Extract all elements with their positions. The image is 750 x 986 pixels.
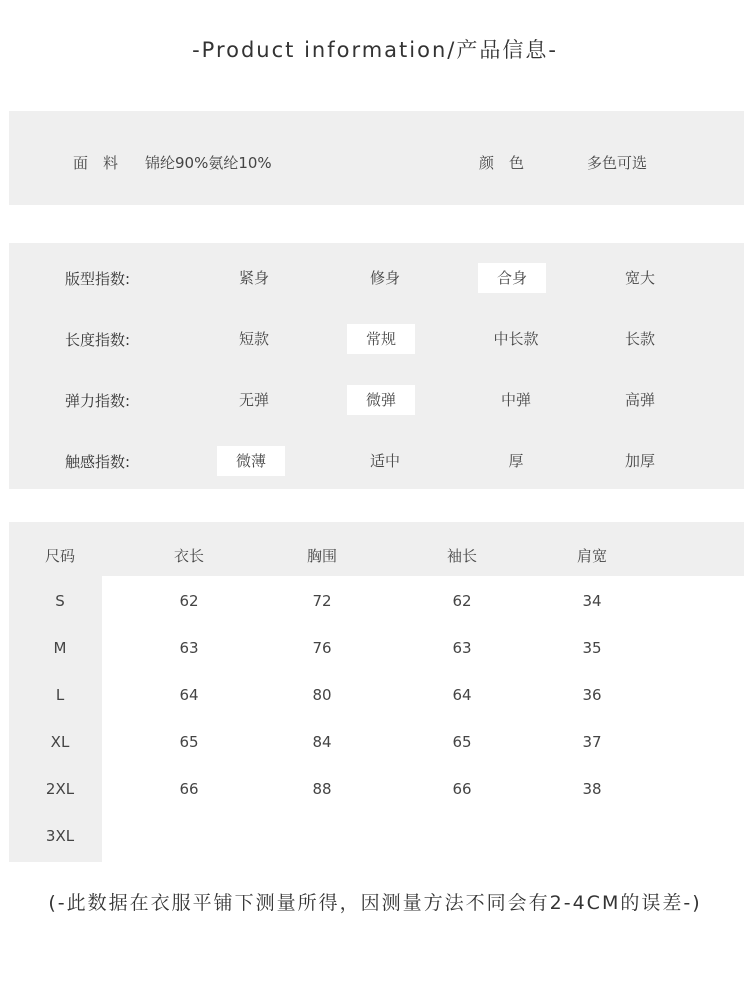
index-label-stretch: 弹力指数: xyxy=(65,392,131,410)
index-option-selected: 常规 xyxy=(347,324,415,354)
size-table-header xyxy=(9,522,744,576)
table-cell: 62 xyxy=(179,592,199,610)
table-cell: 36 xyxy=(582,686,602,704)
index-option: 长款 xyxy=(624,330,655,348)
size-cell: 2XL xyxy=(45,780,75,798)
index-option: 高弹 xyxy=(624,391,655,409)
index-option: 宽大 xyxy=(624,269,655,287)
header-cell-chest: 胸围 xyxy=(306,547,337,565)
size-column-band xyxy=(9,576,102,862)
index-option-selected: 微薄 xyxy=(217,446,285,476)
index-option: 适中 xyxy=(369,452,400,470)
header-cell-length: 衣长 xyxy=(173,547,204,565)
table-cell: 66 xyxy=(179,780,199,798)
fit-index-band xyxy=(9,243,744,489)
index-option: 中长款 xyxy=(493,330,539,348)
index-option-selected: 微弹 xyxy=(347,385,415,415)
index-option: 无弹 xyxy=(238,391,269,409)
table-cell: 63 xyxy=(179,639,199,657)
material-label: 面 料 xyxy=(73,154,119,172)
header-cell-sleeve: 袖长 xyxy=(446,547,477,565)
index-label-length: 长度指数: xyxy=(65,331,131,349)
table-cell: 38 xyxy=(582,780,602,798)
table-cell: 80 xyxy=(312,686,332,704)
size-cell: XL xyxy=(50,733,70,751)
table-cell: 62 xyxy=(452,592,472,610)
table-cell: 65 xyxy=(452,733,472,751)
table-cell: 72 xyxy=(312,592,332,610)
measurement-note: (-此数据在衣服平铺下测量所得，因测量方法不同会有2-4CM的误差-) xyxy=(48,892,702,914)
table-cell: 65 xyxy=(179,733,199,751)
page-title: -Product information/产品信息- xyxy=(192,38,558,62)
color-value: 多色可选 xyxy=(587,154,648,172)
material-band xyxy=(9,111,744,205)
table-cell: 66 xyxy=(452,780,472,798)
index-option: 厚 xyxy=(508,452,524,470)
table-cell: 34 xyxy=(582,592,602,610)
table-cell: 35 xyxy=(582,639,602,657)
table-cell: 84 xyxy=(312,733,332,751)
table-cell: 76 xyxy=(312,639,332,657)
index-option: 修身 xyxy=(369,269,400,287)
index-label-touch: 触感指数: xyxy=(65,453,131,471)
index-option: 紧身 xyxy=(238,269,269,287)
index-option: 加厚 xyxy=(624,452,655,470)
index-label-fit: 版型指数: xyxy=(65,270,131,288)
size-cell: L xyxy=(55,686,65,704)
table-cell: 37 xyxy=(582,733,602,751)
size-cell: M xyxy=(53,639,67,657)
header-cell-size: 尺码 xyxy=(44,547,75,565)
index-option: 中弹 xyxy=(500,391,531,409)
table-cell: 64 xyxy=(179,686,199,704)
table-cell: 64 xyxy=(452,686,472,704)
header-cell-shoulder: 肩宽 xyxy=(576,547,607,565)
color-label: 颜 色 xyxy=(479,154,525,172)
index-option: 短款 xyxy=(238,330,269,348)
material-value: 锦纶90%氨纶10% xyxy=(145,154,272,172)
size-cell: S xyxy=(55,592,65,610)
index-option-selected: 合身 xyxy=(478,263,546,293)
size-table xyxy=(9,522,744,862)
table-cell: 88 xyxy=(312,780,332,798)
table-cell: 63 xyxy=(452,639,472,657)
size-cell: 3XL xyxy=(45,827,75,845)
